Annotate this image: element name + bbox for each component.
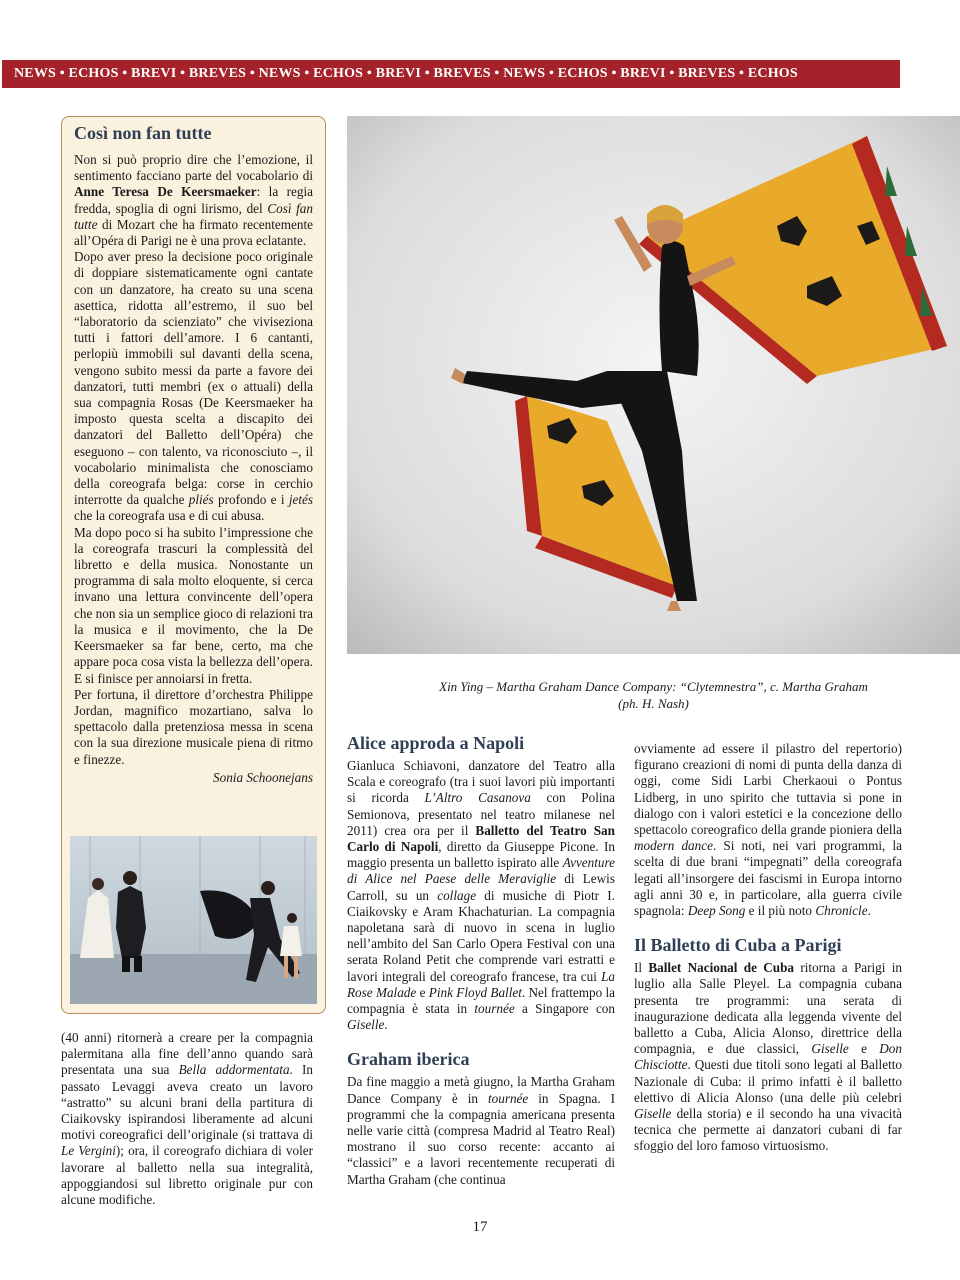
caption-line-1: Xin Ying – Martha Graham Dance Company: “Clytemnestra”, c. Martha Graham [439,679,868,694]
page-number: 17 [472,1219,488,1235]
box-paragraph-2: Dopo aver preso la decisione poco originale di doppiare sistematicamente ogni cantate con un danzatore, ha creato su una scena asettica, ridotta all’estremo, il suo bel “laboratorio da scienziato” che viviseziona tutti i fattori dell’amore. I 6 cantanti, perlopiù immobili sul davanti della scena, vengono subito messi da parte a favore dei danzatori, tutti membri (ex o attuali) della sua compagnia Rosas (De Keersmaeker ha imposto questa scelta a discapito dei danzatori del Balletto dell’Opéra) che eseguono – con talento, va riconosciuto –, il vocabolario minimalista che conosciamo della coreografa belga: corse in cerchio interrotte da qualche pliés profondo e i jetés che la coreografa usa e di cui abusa. [74,249,313,524]
levaggi-paragraph: (40 anni) ritornerà a creare per la compagnia palermitana alla fine dell’anno quando sarà presentata una sua Bella addormentata. In passato Levaggi aveva creato un lavoro “astratto” su alcuni brani della partitura di Ciaikovsky ispirandosi liberamente ad alcuni motivi coreografici dell’originale (si trattava di Le Vergini); ora, il coreografo dichiara di voler lavorare al balletto nella sua integralità, appoggiandosi sul libretto originale pur con alcune modifiche. [61,1030,313,1208]
alice-body: Gianluca Schiavoni, danzatore del Teatro alla Scala e coreografo (tra i suoi lavori più importanti si ricorda L’Altro Casanova con Polina Semionova, presentato nel teatro milanese nel 2011) crea ora per il Balletto del Teatro San Carlo di Napoli, diretto da Giuseppe Picone. In maggio presenta un balletto ispirato alle Avventure di Alice nel Paese delle Meraviglie di Lewis Carroll, su un collage di musiche di Piotr I. Ciaikovsky e Aram Khachaturian. La compagnia napoletana sarà di nuovo in scena in luglio nell’ambito del San Carlo Opera Festival con una serata Roland Petit che comprende vari estratti e lavori integrali del coreografo francese, tra cui La Rose Malade e Pink Floyd Ballet. Nel frattempo la compagnia è stata in tournée a Singapore con Giselle. [347,758,616,1033]
box-paragraph-1: Non si può proprio dire che l’emozione, il sentimento facciano parte del vocabolario di Anne Teresa De Keersmaeker: la regia fredda, spoglia di ogni lirismo, del Così fan tutte di Mozart che ha firmato recentemente all’Opéra di Parigi ne è una prova eclatante. [74,152,313,249]
box-paragraph-4: Per fortuna, il direttore d’orchestra Philippe Jordan, magnifico mozartiano, salva lo spettacolo dalla pretenziosa messa in scena con la sua direzione musicale piena di ritmo e finezze. [74,686,313,767]
box-title: Così non fan tutte [74,123,212,143]
graham-title: Graham iberica [347,1049,470,1070]
column-2 [347,733,615,1188]
box-paragraph-3: Ma dopo poco si ha subito l’impressione che la coreografa trascuri la complessità del libretto e della musica. Nonostante un programma di sala molto eloquente, si cerca invano una lettura convincente dell’opera che non sia un semplice gioco di relazioni tra la musica e il movimento, che la De Keersmaeker sa far bene, certo, ma che appare poca cosa vista la bellezza dell’opera. E si finisce per annoiarsi in fretta. [74,524,313,686]
dancer-photo [347,116,960,654]
cuba-title: Il Balletto di Cuba a Parigi [634,935,842,956]
graham-body: Da fine maggio a metà giugno, la Martha Graham Dance Company è in tournée in Spagna. I programmi che la compagnia americana presenta nelle varie città (compresa Madrid al Teatro Real) mostrano il suo corso recente: accanto ai “classici” e a lavori recentemente recuperati di Martha Graham (che continua [347,1074,615,1187]
section-banner: NEWS • ECHOS • BREVI • BREVES • NEWS • ECHOS • BREVI • BREVES • NEWS • ECHOS • BREVI • BREVES • ECHOS [2,60,900,88]
caption-line-2: (ph. H. Nash) [618,696,689,711]
box-signature: Sonia Schoonejans [213,769,313,785]
photo-caption [347,678,960,712]
cuba-body: Il Ballet Nacional de Cuba ritorna a Parigi in luglio alla Salle Pleyel. La compagnia cubana presenta tre programmi: una serata di inaugurazione dedicata alla leggenda vivente del balletto a Cuba, Alicia Alonso, direttrice della compagnia, e due classici, Giselle e Don Chisciotte. Questi due titoli sono legati al Balletto Nazionale di Cuba: il primo infatti è il balletto elettivo di Alicia Alonso (una delle più celebri Giselle della storia) e il secondo ha una vivacità tecnica che permette ai danzatori cubani di far sfoggio del loro famoso virtuosismo. [634,960,902,1154]
alice-title: Alice approda a Napoli [347,733,525,753]
column-1-continuation [61,1030,313,1208]
column-3 [634,741,902,1155]
stage-photo [70,836,317,1004]
graham-continuation: ovviamente ad essere il pilastro del repertorio) figurano creazioni di nomi di punta della danza di oggi, come Sidi Larbi Cherkaoui o Pontus Lidberg, in uno spirito che tuttavia si pone in dialogo con i valori estetici e la concezione dello spettacolo coreografico della grande pioniera della modern dance. Si noti, nei vari programmi, la scelta di due brani “impegnati” della coreografa legati all’insorgere dei fascismi in Europa intorno agli anni 30 e, in particolare, alla guerra civile spagnola: Deep Song e il più noto Chronicle. [634,741,902,919]
sidebar-box [61,116,326,1014]
